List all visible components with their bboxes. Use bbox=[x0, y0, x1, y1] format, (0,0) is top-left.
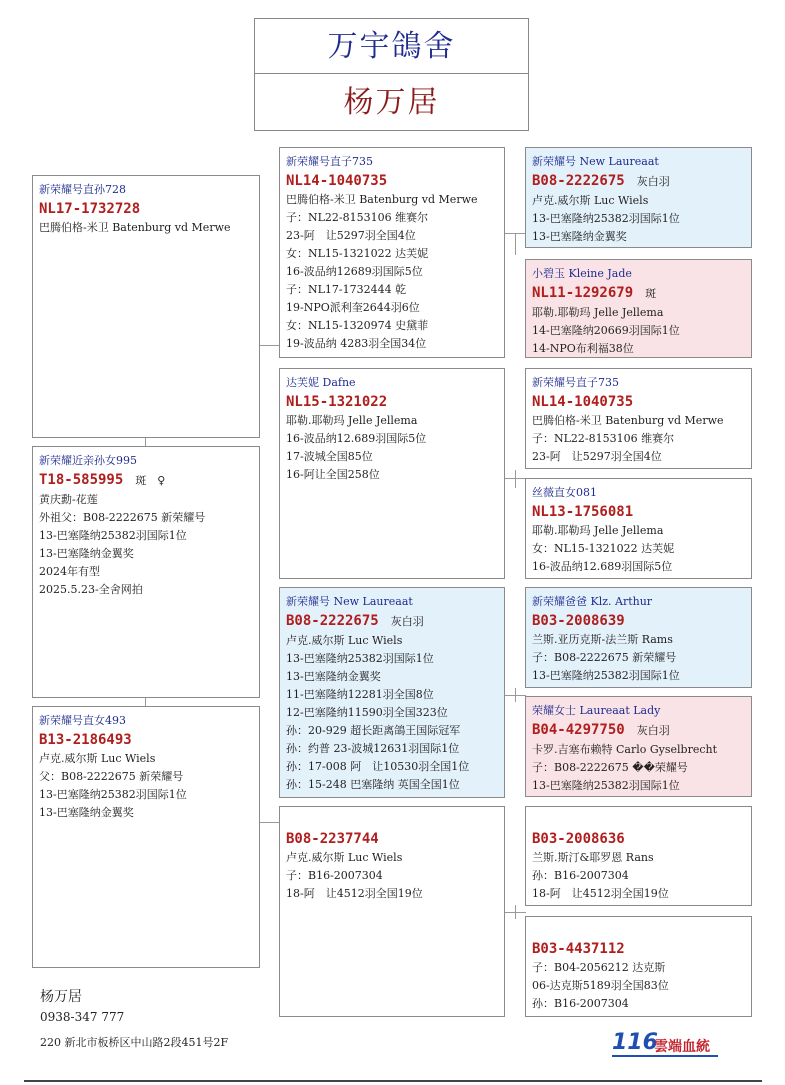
connector bbox=[258, 345, 280, 346]
footer-phone: 0938-347 777 bbox=[40, 1010, 125, 1024]
card-line: 卢克.威尔斯 Luc Wiels bbox=[532, 194, 649, 207]
card-line: 父：B08-2222675 新荣耀号 bbox=[39, 770, 184, 783]
card-line: 子：B08-2222675 ��荣耀号 bbox=[532, 761, 688, 774]
card-line: 23-阿 让5297羽全国4位 bbox=[286, 229, 416, 242]
logo-text: 雲端血統 bbox=[654, 1039, 710, 1055]
card-title: 达芙妮 Dafne bbox=[286, 376, 356, 389]
pedigree-card-g3-8 bbox=[525, 916, 752, 1017]
bottom-rule bbox=[24, 1080, 762, 1082]
card-line: 兰斯.斯汀&耶罗恩 Rans bbox=[532, 851, 654, 864]
card-line: 子：NL17-1732444 乾 bbox=[286, 283, 407, 296]
card-line: 子：B16-2007304 bbox=[286, 869, 383, 882]
logo-number: 116 bbox=[612, 1030, 658, 1055]
card-title: 新荣耀号直子735 bbox=[532, 376, 619, 389]
ring-suffix: 灰白羽 bbox=[636, 724, 670, 737]
ring-suffix: 灰白羽 bbox=[636, 175, 670, 188]
ring-number: B08-2222675 灰白羽 bbox=[532, 173, 670, 189]
connector bbox=[515, 905, 516, 919]
card-line: 13-巴塞隆纳金翼奖 bbox=[286, 670, 381, 683]
card-line: 16-波品纳12.689羽国际5位 bbox=[532, 560, 673, 573]
card-line: 13-巴塞隆纳金翼奖 bbox=[39, 806, 134, 819]
ring-number: NL11-1292679 斑 bbox=[532, 285, 657, 301]
pedigree-card-dam-dam bbox=[279, 806, 505, 1017]
ring-suffix: 斑 bbox=[645, 287, 657, 300]
card-line: 兰斯.亚历克斯-法兰斯 Rams bbox=[532, 633, 673, 646]
owner-name: 杨万居 bbox=[254, 73, 529, 131]
brand-logo bbox=[612, 1030, 722, 1058]
card-line: 13-巴塞隆纳25382羽国际1位 bbox=[532, 779, 680, 792]
connector bbox=[258, 822, 280, 823]
loft-name: 万宇鴿舍 bbox=[254, 18, 529, 74]
card-line: 女：NL15-1321022 达芙妮 bbox=[286, 247, 429, 260]
ring-number: NL17-1732728 bbox=[39, 201, 141, 217]
card-line: 14-巴塞隆纳20669羽国际1位 bbox=[532, 324, 680, 337]
ring-number: B04-4297750 灰白羽 bbox=[532, 722, 670, 738]
card-line: 13-巴塞隆纳25382羽国际1位 bbox=[286, 652, 434, 665]
ring-number: B13-2186493 bbox=[39, 732, 132, 748]
card-title: 新荣耀号 New Laureaat bbox=[286, 595, 413, 608]
card-line: 16-波品纳12.689羽国际5位 bbox=[286, 432, 427, 445]
card-line: 耶勒.耶勒玛 Jelle Jellema bbox=[532, 524, 664, 537]
pedigree-card-sire-sire bbox=[279, 147, 505, 358]
card-line: 11-巴塞隆纳12281羽全国8位 bbox=[286, 688, 434, 701]
card-line: 13-巴塞隆纳25382羽国际1位 bbox=[532, 212, 680, 225]
card-line: 黄庆勳-花莲 bbox=[39, 493, 98, 506]
card-line: 13-巴塞隆纳25382羽国际1位 bbox=[39, 788, 187, 801]
card-line: 18-阿 让4512羽全国19位 bbox=[286, 887, 423, 900]
card-line: 孙：15-248 巴塞隆纳 英国全国1位 bbox=[286, 778, 460, 791]
ring-number: B03-2008636 bbox=[532, 831, 625, 847]
footer-owner-name: 杨万居 bbox=[40, 989, 82, 1005]
card-line: 19-NPO派利奎2644羽6位 bbox=[286, 301, 420, 314]
pedigree-card-g3-4 bbox=[525, 478, 752, 579]
card-title: 新荣耀号直子735 bbox=[286, 155, 373, 168]
card-line: 卢克.威尔斯 Luc Wiels bbox=[286, 634, 403, 647]
ring-number: B03-2008639 bbox=[532, 613, 625, 629]
card-title: 小碧玉 Kleine Jade bbox=[532, 267, 632, 280]
pedigree-card-g3-5 bbox=[525, 587, 752, 688]
connector bbox=[515, 688, 516, 702]
card-line: 孙：20-929 超长距离鴿王国际冠军 bbox=[286, 724, 461, 737]
card-line: 耶勒.耶勒玛 Jelle Jellema bbox=[286, 414, 418, 427]
ring-suffix: 灰白羽 bbox=[390, 615, 424, 628]
connector bbox=[515, 470, 516, 488]
card-title: 新荣耀爸爸 Klz. Arthur bbox=[532, 595, 653, 608]
card-line: 子：NL22-8153106 维赛尔 bbox=[532, 432, 675, 445]
card-title: 荣耀女士 Laureaat Lady bbox=[532, 704, 661, 717]
card-line: 孙：B16-2007304 bbox=[532, 997, 629, 1010]
card-line: 卢克.威尔斯 Luc Wiels bbox=[286, 851, 403, 864]
card-line: 卡罗.吉塞布赖特 Carlo Gyselbrecht bbox=[532, 743, 718, 756]
pedigree-card-sire-dam bbox=[279, 368, 505, 579]
card-line: 18-阿 让4512羽全国19位 bbox=[532, 887, 669, 900]
card-line: 13-巴塞隆纳25382羽国际1位 bbox=[532, 669, 680, 682]
card-line: 巴腾伯格-米卫 Batenburg vd Merwe bbox=[39, 221, 231, 234]
connector bbox=[515, 233, 516, 255]
logo-underline bbox=[612, 1055, 718, 1057]
ring-number: NL14-1040735 bbox=[532, 394, 634, 410]
footer-address: 220 新北市板桥区中山路2段451号2F bbox=[40, 1036, 229, 1049]
card-line: 2024年有型 bbox=[39, 565, 100, 578]
ring-number: T18-585995 斑 ♀ bbox=[39, 472, 166, 488]
pedigree-card-g3-2 bbox=[525, 259, 752, 358]
card-line: 孙：B16-2007304 bbox=[532, 869, 629, 882]
card-line: 女：NL15-1321022 达芙妮 bbox=[532, 542, 675, 555]
card-title: 丝薇直女081 bbox=[532, 486, 597, 499]
card-title: 新荣耀号 New Laureaat bbox=[532, 155, 659, 168]
card-line: 13-巴塞隆纳金翼奖 bbox=[532, 230, 627, 243]
card-title: 新荣耀号直孙728 bbox=[39, 183, 126, 196]
card-line: 14-NPO布利福38位 bbox=[532, 342, 634, 355]
ring-suffix: 斑 ♀ bbox=[135, 474, 166, 487]
pedigree-card-sire bbox=[32, 175, 260, 438]
ring-number: NL15-1321022 bbox=[286, 394, 388, 410]
pedigree-card-g3-1 bbox=[525, 147, 752, 248]
card-line: 06-达克斯5189羽全国83位 bbox=[532, 979, 669, 992]
pedigree-card-g3-6 bbox=[525, 696, 752, 797]
card-line: 外祖父：B08-2222675 新荣耀号 bbox=[39, 511, 206, 524]
card-line: 16-阿让全国258位 bbox=[286, 468, 380, 481]
card-line: 子：NL22-8153106 维赛尔 bbox=[286, 211, 429, 224]
card-line: 女：NL15-1320974 史黛菲 bbox=[286, 319, 429, 332]
card-line: 16-波品纳12689羽国际5位 bbox=[286, 265, 423, 278]
card-line: 子：B04-2056212 达克斯 bbox=[532, 961, 666, 974]
pedigree-card-g3-7 bbox=[525, 806, 752, 906]
card-line: 卢克.威尔斯 Luc Wiels bbox=[39, 752, 156, 765]
card-line: 12-巴塞隆纳11590羽全国323位 bbox=[286, 706, 448, 719]
ring-number: NL13-1756081 bbox=[532, 504, 634, 520]
pedigree-card-dam-sire bbox=[279, 587, 505, 798]
card-line: 子：B08-2222675 新荣耀号 bbox=[532, 651, 677, 664]
ring-number: B03-4437112 bbox=[532, 941, 625, 957]
card-line: 孙：约普 23-波城12631羽国际1位 bbox=[286, 742, 460, 755]
card-line: 13-巴塞隆纳25382羽国际1位 bbox=[39, 529, 187, 542]
pedigree-card-g3-3 bbox=[525, 368, 752, 469]
card-title: 新荣耀近亲孙女995 bbox=[39, 454, 137, 467]
card-line: 17-波城全国85位 bbox=[286, 450, 373, 463]
pedigree-card-subject bbox=[32, 446, 260, 698]
card-line: 2025.5.23-全舍网拍 bbox=[39, 583, 143, 596]
card-line: 巴腾伯格-米卫 Batenburg vd Merwe bbox=[532, 414, 724, 427]
card-line: 23-阿 让5297羽全国4位 bbox=[532, 450, 662, 463]
pedigree-card-dam bbox=[32, 706, 260, 968]
card-line: 13-巴塞隆纳金翼奖 bbox=[39, 547, 134, 560]
card-line: 耶勒.耶勒玛 Jelle Jellema bbox=[532, 306, 664, 319]
ring-number: NL14-1040735 bbox=[286, 173, 388, 189]
card-line: 孙：17-008 阿 让10530羽全国1位 bbox=[286, 760, 470, 773]
ring-number: B08-2237744 bbox=[286, 831, 379, 847]
ring-number: B08-2222675 灰白羽 bbox=[286, 613, 424, 629]
card-line: 19-波品纳 4283羽全国34位 bbox=[286, 337, 427, 350]
card-line: 巴腾伯格-米卫 Batenburg vd Merwe bbox=[286, 193, 478, 206]
card-title: 新荣耀号直女493 bbox=[39, 714, 126, 727]
